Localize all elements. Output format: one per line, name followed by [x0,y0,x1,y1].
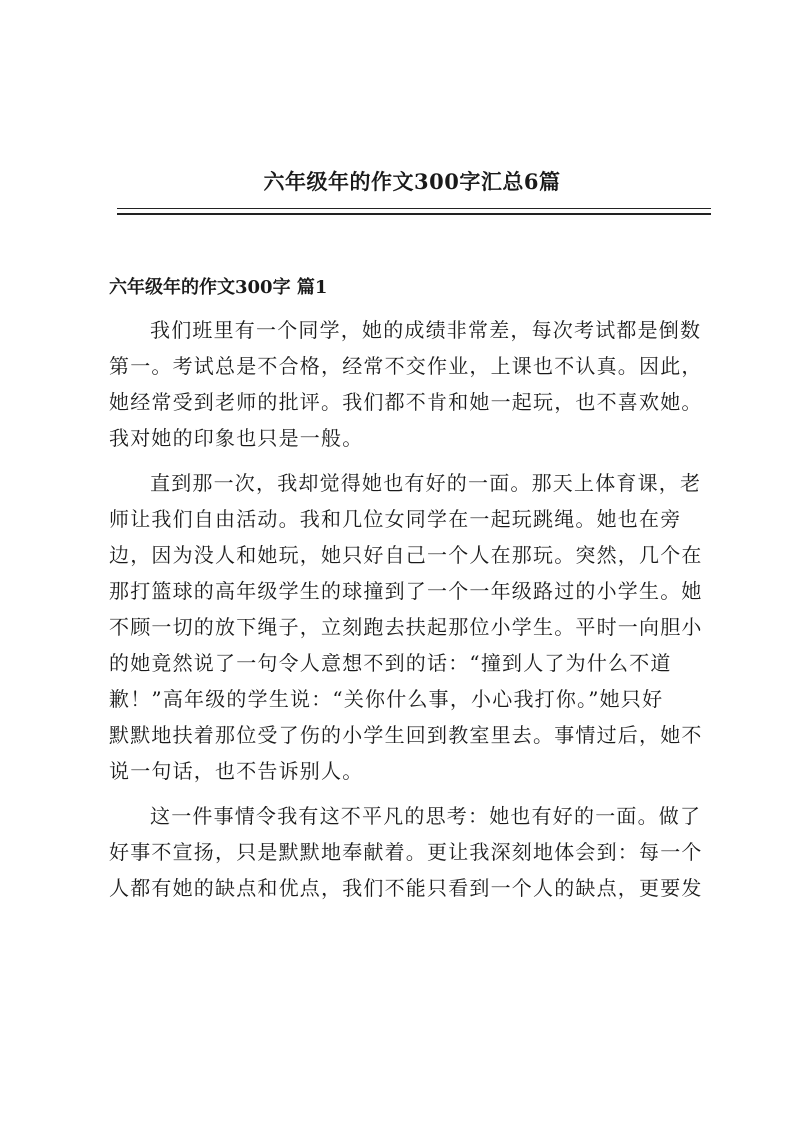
text-line: 她经常受到老师的批评。我们都不肯和她一起玩，也不喜欢她。 [109,390,703,414]
article-body [109,312,709,915]
text-line: 那打篮球的高年级学生的球撞到了一个一年级路过的小学生。她 [109,579,703,603]
document-title: 六年级年的作文300字汇总6篇 [263,169,561,194]
text-line: 边，因为没人和她玩，她只好自己一个人在那玩。突然，几个在 [109,543,703,567]
text-line: 的她竟然说了一句令人意想不到的话：“撞到人了为什么不道 [109,651,672,675]
section-heading: 六年级年的作文300字 篇1 [109,277,328,298]
text-line: 说一句话，也不告诉别人。 [109,759,364,783]
text-line: 不顾一切的放下绳子，立刻跑去扶起那位小学生。平时一向胆小 [109,615,703,639]
title-divider-thick [117,213,711,215]
text-line: 我对她的印象也只是一般。 [109,426,364,450]
text-line: 我们班里有一个同学，她的成绩非常差，每次考试都是倒数 [150,318,702,342]
text-line: 歉！”高年级的学生说：“关你什么事，小心我打你。”她只好 [109,687,664,711]
text-line: 师让我们自由活动。我和几位女同学在一起玩跳绳。她也在旁 [109,507,682,531]
text-line: 第一。考试总是不合格，经常不交作业，上课也不认真。因此， [109,354,703,378]
paragraph [109,312,709,456]
text-line: 默默地扶着那位受了伤的小学生回到教室里去。事情过后，她不 [109,723,703,747]
text-line: 好事不宣扬，只是默默地奉献着。更让我深刻地体会到：每一个 [109,840,703,864]
paragraph [109,465,709,789]
title-divider-thin [117,208,711,209]
paragraph [109,798,709,906]
text-line: 直到那一次，我却觉得她也有好的一面。那天上体育课，老 [150,471,702,495]
text-line: 这一件事情令我有这不平凡的思考：她也有好的一面。做了 [150,804,702,828]
text-line: 人都有她的缺点和优点，我们不能只看到一个人的缺点，更要发 [109,876,703,900]
